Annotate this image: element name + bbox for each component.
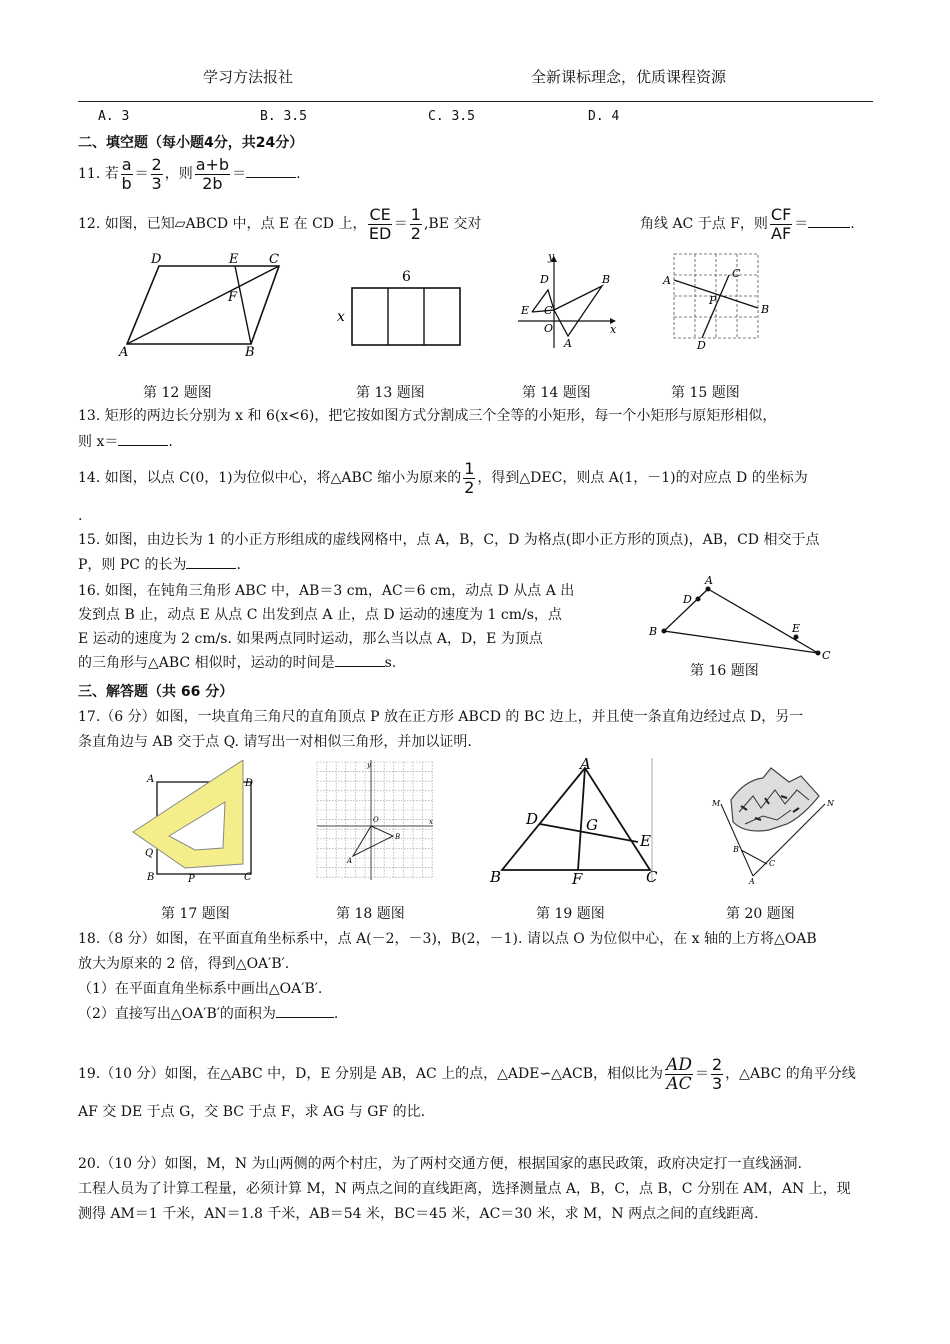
q11-end: . <box>296 166 301 182</box>
q12-eqsign2: ＝ <box>794 216 809 232</box>
figure-12 <box>115 248 295 363</box>
fig18-label-y: y <box>367 761 371 769</box>
q13-line1: 13. 矩形的两边长分别为 x 和 6(x<6)，把它按如图方式分割成三个全等的小矩形，每一个小矩形与原矩形相似， <box>78 408 777 424</box>
q10-option-a: A. 3 <box>98 109 130 124</box>
fig14-label-b: B <box>602 273 611 286</box>
section3-title: 三、解答题（共 66 分） <box>78 684 234 700</box>
fig17-label-c: C <box>244 872 252 883</box>
fig17-label-a: A <box>147 774 155 785</box>
q12 <box>78 204 481 244</box>
q20-line3: 测得 AM＝1 千米，AN＝1.8 千米，AB＝54 米，BC＝45 米，AC＝30 米，求 M，N 两点之间的直线距离. <box>78 1206 759 1222</box>
caption-fig18: 第 18 题图 <box>336 906 405 922</box>
q12-f1-den: ED <box>368 223 392 243</box>
q11 <box>78 154 301 194</box>
q14-f-num: 1 <box>464 458 475 478</box>
q11-f1-num: a <box>121 154 132 174</box>
q16-line4 <box>78 651 574 675</box>
q12-f2-den: 2 <box>410 223 421 243</box>
fig14-label-e: E <box>521 304 530 317</box>
q15-line2-end: . <box>236 557 241 573</box>
fig15-label-p: P <box>709 294 717 307</box>
q16-line3: E 运动的速度为 2 cm/s. 如果两点同时运动，那么当以点 A，D，E 为顶点 <box>78 631 543 647</box>
q12-end: . <box>850 216 855 232</box>
q19-f2-den: 3 <box>711 1073 723 1093</box>
fig14-label-a: A <box>564 337 572 350</box>
fig12-label-b: B <box>245 345 255 360</box>
fig20-label-m: M <box>712 799 721 808</box>
q12-f1-num: CE <box>369 204 391 224</box>
q16 <box>78 579 574 675</box>
q16-line1: 16. 如图，在钝角三角形 ABC 中，AB＝3 cm，AC＝6 cm，动点 D 从点 A 出 <box>78 583 575 599</box>
fig18-label-b: B <box>395 833 401 841</box>
q13-answer-blank <box>118 431 168 446</box>
fig12-label-d: D <box>151 252 162 267</box>
caption-fig19: 第 19 题图 <box>536 906 605 922</box>
q12-continued <box>640 204 855 244</box>
fig12-label-a: A <box>119 345 129 360</box>
q11-frac-2-3 <box>151 156 163 193</box>
q19-f-den: AC <box>666 1073 692 1094</box>
fig19-label-e: E <box>640 832 651 850</box>
q12-answer-blank <box>808 213 850 228</box>
figure-20 <box>705 760 835 885</box>
caption-fig14: 第 14 题图 <box>522 385 591 401</box>
header-right: 全新课标理念，优质课程资源 <box>531 68 727 86</box>
fig19-label-g: G <box>586 816 598 834</box>
fig14-label-x: x <box>610 323 617 336</box>
q12-eqsign: ＝ <box>393 216 408 232</box>
q20-line2: 工程人员为了计算工程量，必须计算 M，N 两点之间的直线距离，选择测量点 A，B，C，点 B，C 分别在 AM，AN 上，现 <box>78 1181 851 1197</box>
fig17-label-b: B <box>147 872 155 883</box>
fig15-label-c: C <box>732 267 741 280</box>
q19-f-num: AD <box>666 1054 692 1075</box>
q12-mid: ,BE 交对 <box>423 216 482 232</box>
caption-fig20: 第 20 题图 <box>726 906 795 922</box>
q10-option-c: C. 3.5 <box>428 109 475 124</box>
q12-frac-ce-ed <box>368 206 391 243</box>
fig20-label-n: N <box>827 799 834 808</box>
figure-18 <box>315 760 435 884</box>
q19-f2-num: 2 <box>711 1054 723 1074</box>
q10-option-b: B. 3.5 <box>260 109 307 124</box>
q18-line2: 放大为原来的 2 倍，得到△OA′B′. <box>78 956 290 972</box>
q18-sub1: （1）在平面直角坐标系中画出△OA′B′. <box>78 981 323 997</box>
caption-fig12: 第 12 题图 <box>143 385 212 401</box>
fig20-label-a: A <box>749 877 755 885</box>
fig16-label-a: A <box>705 574 713 587</box>
q12-right: 角线 AC 于点 F，则 <box>640 216 768 232</box>
q18-sub2-pre: （2）直接写出△OA′B′的面积为 <box>78 1006 276 1022</box>
fig19-label-d: D <box>526 810 539 828</box>
fig12-label-f: F <box>228 290 238 305</box>
q19-frac-ad-ac <box>665 1056 693 1093</box>
q13-line2-end: . <box>168 434 173 450</box>
fig15-label-b: B <box>761 303 770 316</box>
fig17-label-d: D <box>245 778 254 789</box>
caption-fig17: 第 17 题图 <box>161 906 230 922</box>
fig13-label-x: x <box>337 309 345 325</box>
q12-frac-1-2 <box>410 206 422 243</box>
q14-frac-1-2 <box>463 460 475 497</box>
q14-line1 <box>78 458 808 498</box>
caption-fig13: 第 13 题图 <box>356 385 425 401</box>
fig16-label-e: E <box>792 622 801 635</box>
fig19-label-c: C <box>646 868 658 886</box>
q13-line2-pre: 则 x＝ <box>78 434 119 450</box>
q14-pre: 14. 如图，以点 C(0，1)为位似中心，将△ABC 缩小为原来的 <box>78 470 462 486</box>
fig18-label-x: x <box>429 818 433 826</box>
caption-fig16: 第 16 题图 <box>690 663 759 679</box>
fig13-label-6: 6 <box>402 269 411 285</box>
figure-16 <box>640 573 840 663</box>
q11-frac-apb-2b <box>195 156 230 193</box>
q12-pre: 12. 如图，已知▱ABCD 中，点 E 在 CD 上， <box>78 216 367 232</box>
header-rule <box>78 101 873 102</box>
q18-sub2 <box>78 1002 873 1026</box>
q11-eqsign: ＝ <box>134 166 149 182</box>
q14-post: ，得到△DEC，则点 A(1，－1)的对应点 D 的坐标为 <box>477 470 808 486</box>
q14-line2: . <box>78 508 83 524</box>
q13-line2 <box>78 430 873 454</box>
fig14-label-y: y <box>548 250 555 263</box>
figure-14 <box>510 250 625 355</box>
fig14-label-o: O <box>544 322 554 335</box>
header-left: 学习方法报社 <box>203 68 294 86</box>
fig17-label-p: P <box>188 874 195 885</box>
q18-sub2-end: . <box>333 1006 339 1022</box>
q18-answer-blank <box>276 1003 334 1018</box>
fig14-label-c: C <box>544 304 553 317</box>
q12-frac-cf-af <box>770 206 792 243</box>
fig19-label-b: B <box>490 868 502 886</box>
q11-f2-num: 2 <box>151 154 162 174</box>
q14-f-den: 2 <box>464 477 475 497</box>
q16-line4-end: s. <box>384 655 397 671</box>
fig16-label-c: C <box>822 649 831 662</box>
fig19-label-a: A <box>580 758 591 773</box>
q19-frac-2-3 <box>711 1056 723 1093</box>
fig18-label-o: O <box>373 816 379 824</box>
q15-line2-pre: P，则 PC 的长为 <box>78 557 187 573</box>
fig12-label-c: C <box>269 252 279 267</box>
q10-option-d: D. 4 <box>588 109 620 124</box>
q11-answer-blank <box>246 163 296 178</box>
fig15-label-d: D <box>697 339 706 352</box>
q11-eq: ＝ <box>232 166 247 182</box>
q12-f3-num: CF <box>770 204 792 224</box>
q19-eq: ＝ <box>694 1066 709 1082</box>
q15-answer-blank <box>186 554 236 569</box>
caption-fig15: 第 15 题图 <box>671 385 740 401</box>
fig16-label-b: B <box>649 625 658 638</box>
fig20-label-b: B <box>733 845 739 854</box>
q16-line4-pre: 的三角形与△ABC 相似时，运动的时间是 <box>78 655 335 671</box>
section2-title: 二、填空题（每小题4分，共24分） <box>78 135 304 151</box>
figure-15 <box>660 248 780 353</box>
q19-post: ，△ABC 的角平分线 <box>725 1066 856 1082</box>
q16-line2: 发到点 B 止，动点 E 从点 C 出发到点 A 止，点 D 运动的速度为 1 cm/s，点 <box>78 607 562 623</box>
figure-13 <box>330 263 470 351</box>
q15-line1: 15. 如图，由边长为 1 的小正方形组成的虚线网格中，点 A，B，C，D 为格点(即小正方形的顶点)，AB，CD 相交于点 <box>78 532 820 548</box>
q17-line1: 17.（6 分）如图，一块直角三角尺的直角顶点 P 放在正方形 ABCD 的 BC 边上，并且使一条直角边经过点 D，另一 <box>78 709 804 725</box>
q16-answer-blank <box>335 652 385 667</box>
fig14-label-d: D <box>540 273 549 286</box>
q19-line1 <box>78 1052 856 1096</box>
fig17-label-q: Q <box>145 848 154 859</box>
q17-line2: 条直角边与 AB 交于点 Q. 请写出一对相似三角形，并加以证明. <box>78 734 472 750</box>
fig16-label-d: D <box>683 593 692 606</box>
q12-f3-den: AF <box>771 223 792 243</box>
q11-mid: ，则 <box>164 166 193 182</box>
fig20-label-c: C <box>769 859 776 868</box>
q19-pre: 19.（10 分）如图，在△ABC 中，D，E 分别是 AB，AC 上的点，△ADE∽△ACB，相似比为 <box>78 1066 664 1082</box>
q11-pre: 11. 若 <box>78 166 119 182</box>
q11-f1-den: b <box>121 173 132 193</box>
figure-19 <box>488 758 663 886</box>
q11-frac-a-b <box>121 156 133 193</box>
q11-f3-num: a+b <box>195 154 230 174</box>
q12-f2-num: 1 <box>410 204 421 224</box>
fig18-label-a: A <box>347 857 353 865</box>
q20-line1: 20.（10 分）如图，M，N 为山两侧的两个村庄，为了两村交通方便，根据国家的惠民政策，政府决定打一直线涵洞. <box>78 1156 803 1172</box>
fig12-label-e: E <box>229 252 239 267</box>
q11-f2-den: 3 <box>151 173 162 193</box>
q11-f3-den: 2b <box>202 173 223 193</box>
q19-line2: AF 交 DE 于点 G，交 BC 于点 F，求 AG 与 GF 的比. <box>78 1104 426 1120</box>
figure-17 <box>125 760 265 885</box>
q18-line1: 18.（8 分）如图，在平面直角坐标系中，点 A(－2，－3)，B(2，－1). 请以点 O 为位似中心，在 x 轴的上方将△OAB <box>78 931 817 947</box>
fig19-label-f: F <box>572 870 583 886</box>
fig15-label-a: A <box>663 274 671 287</box>
